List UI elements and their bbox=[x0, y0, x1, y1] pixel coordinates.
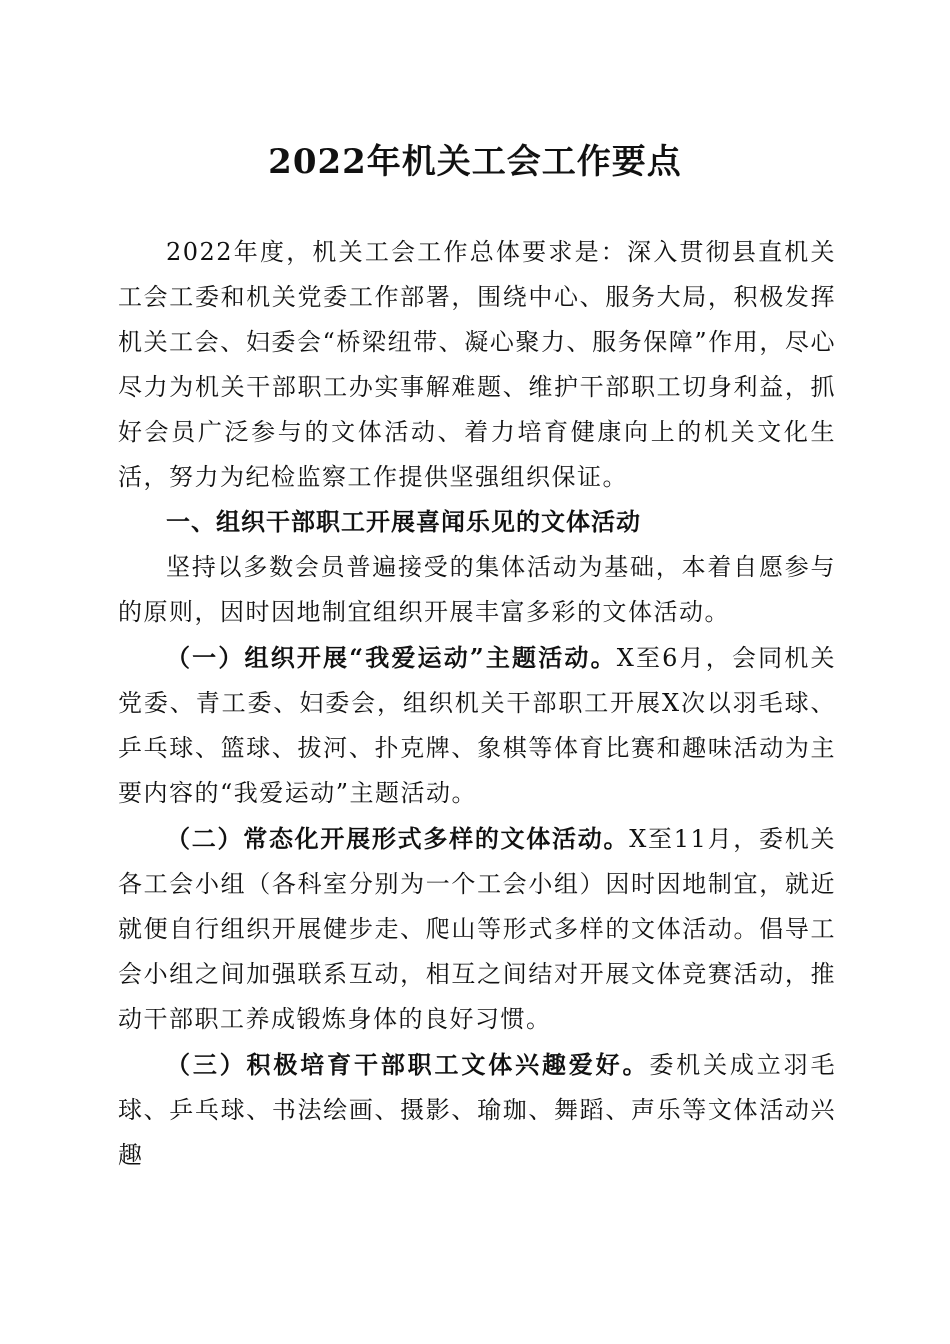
item-paragraph-2 bbox=[118, 816, 836, 1042]
item-lead-1: （一）组织开展“我爱运动”主题活动。 bbox=[166, 643, 617, 672]
item-paragraph-3 bbox=[118, 1042, 836, 1178]
section-paragraph: 坚持以多数会员普遍接受的集体活动为基础，本着自愿参与的原则，因时因地制宜组织开展丰富多彩的文体活动。 bbox=[118, 553, 836, 626]
document-body bbox=[118, 230, 836, 1178]
item-text-1: X至6月，会同机关党委、青工委、妇委会，组织机关干部职工开展X次以羽毛球、乒乓球、篮球、拔河、扑克牌、象棋等体育比赛和趣味活动为主要内容的“我爱运动”主题活动。 bbox=[118, 644, 836, 807]
item-lead-3: （三）积极培育干部职工文体兴趣爱好。 bbox=[166, 1050, 650, 1079]
document-title: 2022年机关工会工作要点 bbox=[268, 142, 682, 182]
item-text-2: X至11月，委机关各工会小组（各科室分别为一个工会小组）因时因地制宜，就近就便自行组织开展健步走、爬山等形式多样的文体活动。倡导工会小组之间加强联系互动，相互之间结对开展文体竞赛活动，推动干部职工养成锻炼身体的良好习惯。 bbox=[118, 825, 837, 1033]
item-text-3: 委机关成立羽毛球、乒乓球、书法绘画、摄影、瑜珈、舞蹈、声乐等文体活动兴趣 bbox=[118, 1051, 836, 1169]
intro-paragraph: 2022年度，机关工会工作总体要求是：深入贯彻县直机关工会工委和机关党委工作部署，围绕中心、服务大局，积极发挥机关工会、妇委会“桥梁纽带、凝心聚力、服务保障”作用，尽心尽力为机关干部职工办实事解难题、维护干部职工切身利益，抓好会员广泛参与的文体活动、着力培育健康向上的机关文化生活，努力为纪检监察工作提供坚强组织保证。 bbox=[118, 238, 836, 491]
item-paragraph-1 bbox=[118, 635, 836, 816]
item-lead-2: （二）常态化开展形式多样的文体活动。 bbox=[166, 824, 630, 853]
section-heading: 一、组织干部职工开展喜闻乐见的文体活动 bbox=[166, 508, 641, 536]
